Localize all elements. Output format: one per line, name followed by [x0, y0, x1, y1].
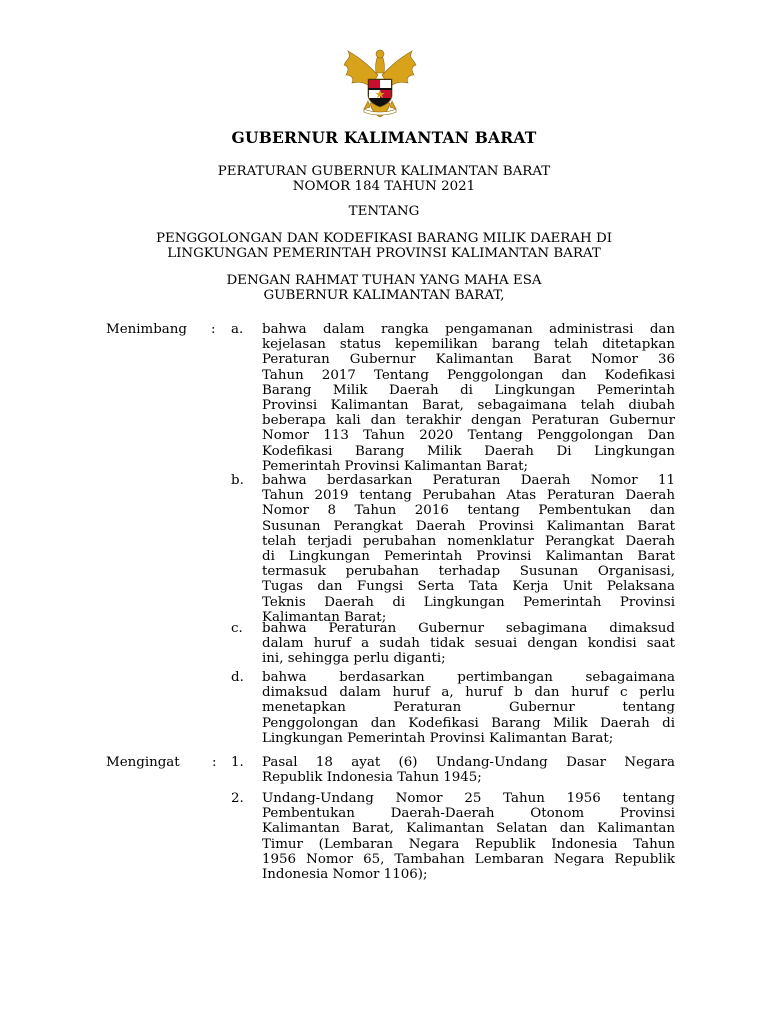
text-line: ini, sehingga perlu diganti;	[262, 651, 446, 667]
text-line: Peraturan Gubernur Kalimantan Barat Nomor 36	[262, 352, 675, 368]
item-text	[262, 621, 675, 667]
text-line: Kodefikasi Barang Milik Daerah Di Lingkungan	[262, 443, 675, 459]
item-marker: a.	[231, 322, 244, 337]
item-marker: c.	[231, 621, 243, 636]
item-marker: d.	[231, 670, 244, 685]
text-line: Kalimantan Barat;	[262, 609, 387, 625]
text-line: Teknis Daerah di Lingkungan Pemerintah Provinsi	[262, 594, 675, 610]
section-label: Menimbang	[106, 322, 187, 337]
item-text	[262, 322, 675, 474]
text-line: 1956 Nomor 65, Tambahan Lembaran Negara Republik	[262, 851, 675, 867]
item-text	[262, 791, 675, 882]
item-marker: 1.	[231, 755, 244, 770]
text-line: Pasal 18 ayat (6) Undang-Undang Dasar Negara	[262, 755, 675, 770]
text-line: dalam huruf a sudah tidak sesuai dengan kondisi saat	[262, 636, 675, 652]
regulation-number-line: NOMOR 184 TAHUN 2021	[292, 179, 476, 195]
item-marker: b.	[231, 473, 244, 488]
regulation-title-line: PERATURAN GUBERNUR KALIMANTAN BARAT	[217, 164, 551, 179]
text-line: bahwa berdasarkan pertimbangan sebagaimana	[262, 670, 675, 685]
text-line: telah terjadi perubahan nomenklatur Perangkat Daerah	[262, 533, 675, 549]
text-line: Penggolongan dan Kodefikasi Barang Milik Daerah di	[262, 715, 675, 731]
text-line: Timur (Lembaran Negara Republik Indonesia Tahun	[262, 836, 675, 852]
text-line: Lingkungan Pemerintah Provinsi Kalimantan Barat;	[262, 730, 614, 746]
item-text	[262, 670, 675, 746]
about-heading-text: TENTANG	[348, 204, 420, 219]
text-line: dimaksud dalam huruf a, huruf b dan huruf c perlu	[262, 685, 675, 701]
garuda-emblem-icon	[340, 45, 420, 121]
item-text	[262, 473, 675, 625]
text-line: Republik Indonesia Tahun 1945;	[262, 770, 482, 786]
text-line: kejelasan status kepemilikan barang telah ditetapkan	[262, 337, 675, 353]
text-line: Pembentukan Daerah-Daerah Otonom Provinsi	[262, 806, 675, 822]
text-line: Provinsi Kalimantan Barat, sebagaimana telah diubah	[262, 397, 675, 413]
text-line: Tahun 2019 tentang Perubahan Atas Peraturan Daerah	[262, 488, 675, 504]
issuer-title: GUBERNUR KALIMANTAN BARAT	[231, 128, 537, 147]
text-line: bahwa Peraturan Gubernur sebagimana dimaksud	[262, 621, 675, 636]
about-heading	[0, 204, 768, 219]
item-text	[262, 755, 675, 785]
text-line: Kalimantan Barat, Kalimantan Selatan dan Kalimantan	[262, 821, 675, 837]
text-line: Pemerintah Provinsi Kalimantan Barat;	[262, 458, 529, 474]
subject-line: PENGGOLONGAN DAN KODEFIKASI BARANG MILIK DAERAH DI	[155, 231, 612, 246]
text-line: Nomor 113 Tahun 2020 Tentang Penggolongan Dan	[262, 428, 675, 444]
regulation-title	[0, 164, 768, 194]
preamble-line: GUBERNUR KALIMANTAN BARAT,	[263, 288, 505, 304]
section-label: Mengingat	[106, 755, 180, 770]
section-colon: :	[212, 755, 217, 770]
text-line: termasuk perubahan terhadap Susunan Organisasi,	[262, 564, 675, 580]
text-line: di Lingkungan Pemerintah Provinsi Kalimantan Barat	[262, 548, 675, 564]
text-line: bahwa dalam rangka pengamanan administrasi dan	[262, 322, 675, 337]
text-line: Barang Milik Daerah di Lingkungan Pemerintah	[262, 382, 675, 398]
text-line: Undang-Undang Nomor 25 Tahun 1956 tentang	[262, 791, 675, 806]
item-marker: 2.	[231, 791, 244, 806]
text-line: menetapkan Peraturan Gubernur tentang	[262, 700, 675, 716]
subject-line: LINGKUNGAN PEMERINTAH PROVINSI KALIMANTAN BARAT	[167, 246, 601, 262]
text-line: Indonesia Nomor 1106);	[262, 866, 428, 882]
preamble	[0, 273, 768, 303]
text-line: beberapa kali dan terakhir dengan Peraturan Gubernur	[262, 413, 675, 429]
text-line: Nomor 8 Tahun 2016 tentang Pembentukan dan	[262, 503, 675, 519]
preamble-line: DENGAN RAHMAT TUHAN YANG MAHA ESA	[226, 273, 542, 288]
regulation-subject	[0, 231, 768, 261]
text-line: Tahun 2017 Tentang Penggolongan dan Kodefikasi	[262, 367, 675, 383]
text-line: Tugas dan Fungsi Serta Tata Kerja Unit Pelaksana	[262, 579, 675, 595]
text-line: Susunan Perangkat Daerah Provinsi Kalimantan Barat	[262, 518, 675, 534]
text-line: bahwa berdasarkan Peraturan Daerah Nomor 11	[262, 473, 675, 488]
section-colon: :	[211, 322, 216, 337]
